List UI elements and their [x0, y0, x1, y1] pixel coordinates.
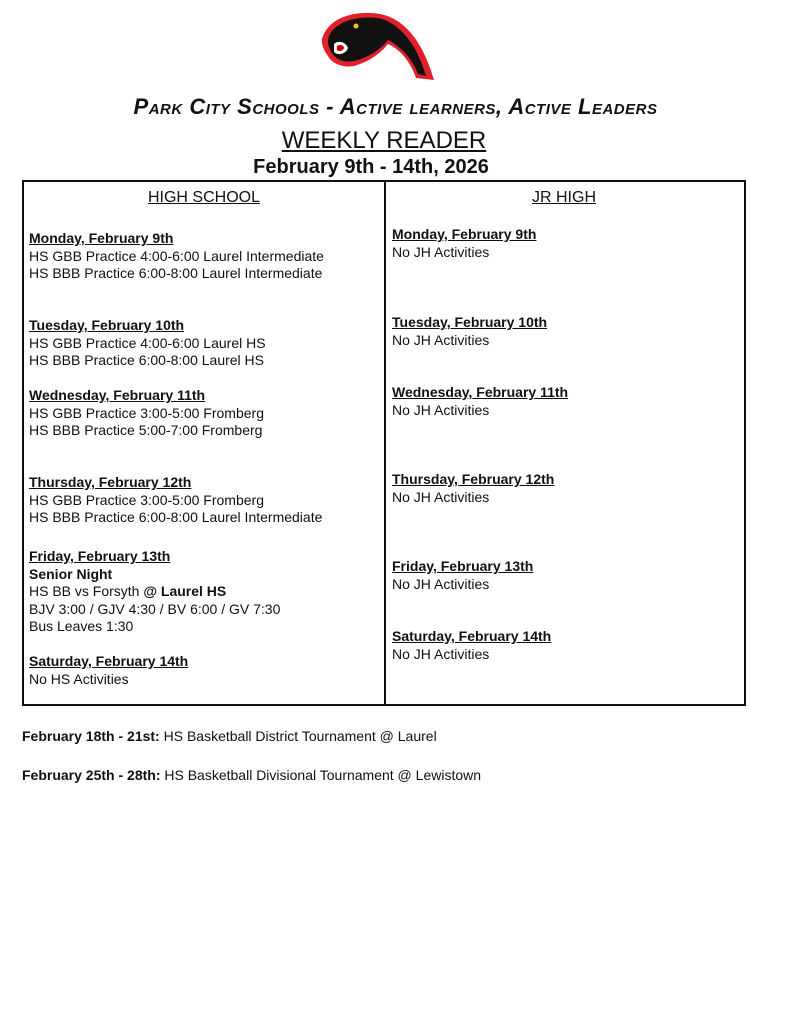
hs-day-monday	[29, 230, 324, 283]
event-line: HS GBB Practice 3:00-5:00 Fromberg	[29, 491, 264, 508]
senior-night-label: Senior Night	[29, 565, 113, 582]
panther-logo-icon	[318, 8, 440, 84]
day-heading: Monday, February 9th	[392, 226, 537, 242]
day-heading: Friday, February 13th	[392, 558, 534, 574]
day-heading: Friday, February 13th	[29, 548, 171, 564]
event-line: No JH Activities	[392, 575, 490, 592]
upcoming-dates: February 18th - 21st:	[22, 728, 160, 744]
hs-day-friday	[29, 548, 280, 636]
hs-day-thursday	[29, 474, 322, 527]
school-motto: Park City Schools - Active learners, Active Leaders	[133, 94, 658, 119]
hs-day-saturday	[29, 653, 188, 688]
event-line: HS BBB Practice 6:00-8:00 Laurel HS	[29, 352, 265, 368]
day-heading: Thursday, February 12th	[29, 474, 192, 490]
event-line: HS BBB Practice 6:00-8:00 Laurel Intermediate	[29, 265, 323, 281]
upcoming-description: HS Basketball District Tournament @ Laurel	[159, 728, 437, 744]
event-line: HS GBB Practice 3:00-5:00 Fromberg	[29, 404, 264, 421]
game-text: HS BB vs Forsyth	[29, 583, 144, 599]
day-heading: Wednesday, February 11th	[29, 387, 206, 403]
upcoming-event	[22, 728, 437, 744]
jh-day-monday	[392, 226, 536, 261]
upcoming-description: HS Basketball Divisional Tournament @ Lewistown	[160, 767, 482, 783]
day-heading: Thursday, February 12th	[392, 471, 555, 487]
event-line: No JH Activities	[392, 243, 490, 260]
day-heading: Wednesday, February 11th	[392, 384, 569, 400]
hs-day-tuesday	[29, 317, 266, 370]
event-line	[29, 583, 280, 601]
day-heading: Tuesday, February 10th	[29, 317, 185, 333]
event-line: No JH Activities	[392, 645, 490, 662]
jh-day-tuesday	[392, 314, 547, 349]
day-heading: Tuesday, February 10th	[392, 314, 548, 330]
event-line: No JH Activities	[392, 488, 490, 505]
event-line: No JH Activities	[392, 331, 490, 348]
day-heading: Saturday, February 14th	[392, 628, 552, 644]
event-line: HS GBB Practice 4:00-6:00 Laurel Intermediate	[29, 247, 324, 264]
high-school-heading: HIGH SCHOOL	[147, 189, 260, 206]
day-heading: Saturday, February 14th	[29, 653, 189, 669]
event-line: HS BBB Practice 6:00-8:00 Laurel Intermediate	[29, 509, 323, 525]
event-line: No JH Activities	[392, 401, 490, 418]
upcoming-event	[22, 767, 481, 783]
event-line: HS BBB Practice 5:00-7:00 Fromberg	[29, 422, 263, 438]
event-line: No HS Activities	[29, 670, 129, 687]
jr-high-heading: JR HIGH	[532, 189, 596, 206]
event-line: HS GBB Practice 4:00-6:00 Laurel HS	[29, 334, 266, 351]
event-line: BJV 3:00 / GJV 4:30 / BV 6:00 / GV 7:30	[29, 600, 281, 617]
jh-day-saturday	[392, 628, 551, 663]
page-title: WEEKLY READER	[281, 127, 487, 154]
jh-day-wednesday	[392, 384, 568, 419]
game-location: @ Laurel HS	[143, 583, 227, 599]
column-divider	[384, 180, 386, 704]
upcoming-dates: February 25th - 28th:	[22, 767, 161, 783]
jh-day-thursday	[392, 471, 554, 506]
hs-day-wednesday	[29, 387, 264, 440]
event-line: Bus Leaves 1:30	[29, 618, 134, 634]
jh-day-friday	[392, 558, 533, 593]
day-heading: Monday, February 9th	[29, 230, 174, 246]
date-range: February 9th - 14th, 2026	[253, 156, 489, 178]
